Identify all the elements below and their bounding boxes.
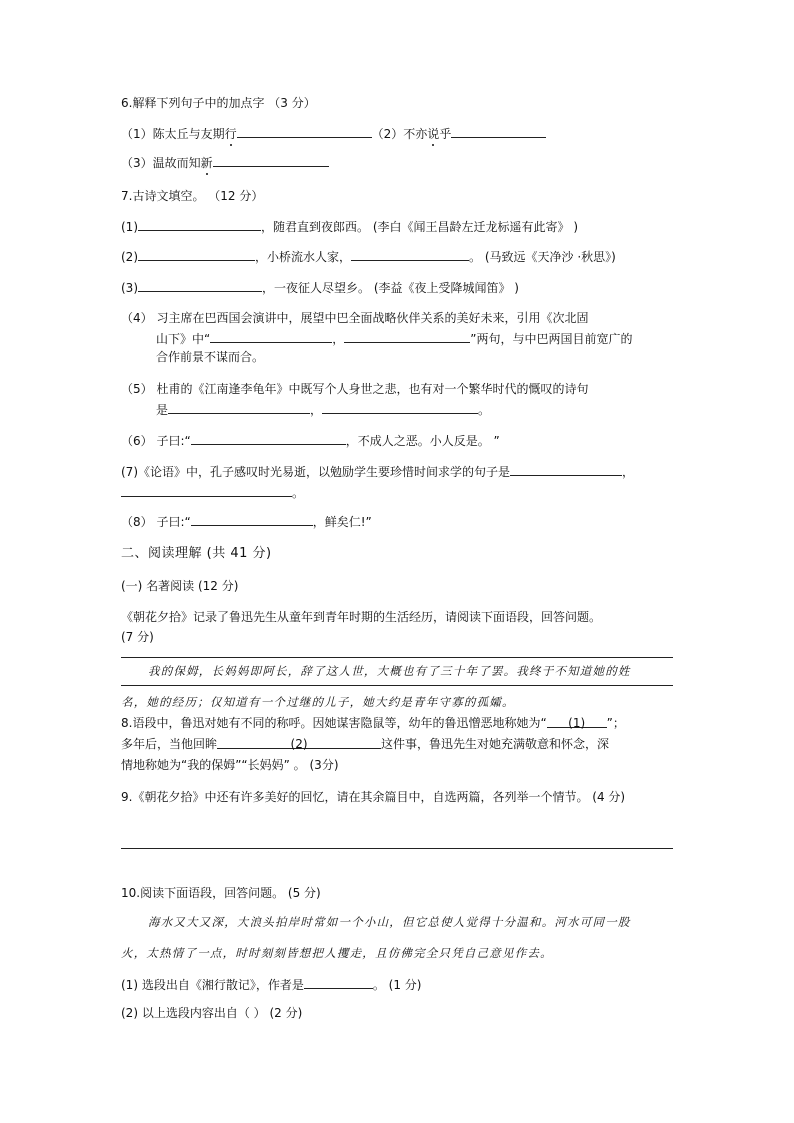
q6-item-1 xyxy=(121,125,546,142)
item-text: 多年后，当他回眸 xyxy=(121,737,218,751)
q10-sub-1 xyxy=(121,976,421,993)
answer-blank[interactable] xyxy=(191,432,346,445)
q6-item-3-text: （3）温故而知 xyxy=(121,156,201,170)
item-text: 。 (1 分) xyxy=(372,978,422,992)
q10-sub-2: (2) 以上选段内容出自（ ） (2 分) xyxy=(121,1006,303,1020)
item-text: （6） 子曰:“ xyxy=(121,434,191,448)
q7-item-4-line-2 xyxy=(156,330,632,347)
reading-intro-line-1: 《朝花夕拾》记录了鲁迅先生从童年到青年时期的生活经历，请阅读下面语段，回答问题。 xyxy=(121,610,602,624)
dotted-char: 说 xyxy=(427,127,440,141)
item-text: ，随君直到夜郎西。 (李白《闻王昌龄左迁龙标遥有此寄》 ) xyxy=(261,220,578,234)
item-text: 山下》中“ xyxy=(156,332,211,346)
answer-blank[interactable] xyxy=(451,125,546,138)
item-text: ， xyxy=(332,332,345,346)
passage-line-1: 我的保姆，长妈妈即阿长，辞了这人世，大概也有了三十年了罢。我终于不知道她的姓 xyxy=(148,664,631,678)
q7-item-5-line-2 xyxy=(156,401,490,418)
q6-item-1-text: （1）陈太丘与友期 xyxy=(121,127,225,141)
q7-item-6 xyxy=(121,432,500,449)
section-2-title: 二、阅读理解 (共 41 分) xyxy=(121,546,272,561)
answer-blank-1[interactable]: (1) xyxy=(547,715,607,728)
q10-title: 10.阅读下面语段，回答问题。 (5 分) xyxy=(121,886,321,900)
q6-title: 6.解释下列句子中的加点字 （3 分） xyxy=(121,96,316,110)
q7-item-5-line-1: （5） 杜甫的《江南逢李龟年》中既写个人身世之悲，也有对一个繁华时代的慨叹的诗句 xyxy=(121,382,589,396)
answer-blank[interactable] xyxy=(138,279,262,292)
item-text: （8） 子曰:“ xyxy=(121,515,191,529)
answer-blank[interactable] xyxy=(213,154,329,167)
q7-title: 7.古诗文填空。 （12 分） xyxy=(121,189,264,203)
q7-item-1 xyxy=(121,218,578,235)
item-text: 。 xyxy=(478,403,491,417)
item-text: ，一夜征人尽望乡。 (李益《夜上受降城闻笛》 ) xyxy=(262,281,519,295)
q6-item-2-tail: 乎 xyxy=(439,127,452,141)
answer-blank[interactable] xyxy=(237,125,372,138)
answer-line[interactable] xyxy=(121,848,673,849)
passage-top-rule xyxy=(121,657,673,658)
q6-item-3 xyxy=(121,154,329,171)
item-text: (1) 选段出自《湘行散记》，作者是 xyxy=(121,978,304,992)
q10-passage-line-1: 海水又大又深，大浪头拍岸时常如一个小山，但它总使人觉得十分温和。河水可同一股 xyxy=(148,915,631,929)
q7-item-7-line-2 xyxy=(121,484,304,501)
q7-item-4-line-3: 合作前景不谋而合。 xyxy=(156,350,265,364)
subsection-1-title: (一) 名著阅读 (12 分) xyxy=(121,579,239,593)
item-text: 。 xyxy=(292,486,305,500)
item-text: 。 (马致远《天净沙 ·秋思》) xyxy=(469,250,616,264)
item-text: 8.语段中，鲁迅对她有不同的称呼。因她谋害隐鼠等，幼年的鲁迅憎恶地称她为“ xyxy=(121,716,547,730)
item-text: ，小桥流水人家， xyxy=(255,250,352,264)
item-text: ， xyxy=(622,465,635,479)
answer-blank[interactable] xyxy=(138,248,255,261)
q8-line-3: 情地称她为“我的保姆”“长妈妈” 。 (3分) xyxy=(121,758,339,772)
q6-item-2-text: （2）不亦 xyxy=(371,127,428,141)
item-text: 是 xyxy=(156,403,169,417)
answer-blank[interactable] xyxy=(210,330,332,343)
item-text: ”； xyxy=(606,716,625,730)
dotted-char: 新 xyxy=(200,156,213,170)
answer-blank[interactable] xyxy=(138,218,261,231)
q9-text: 9.《朝花夕拾》中还有许多美好的回忆，请在其余篇目中，自选两篇，各列举一个情节。 (4 分) xyxy=(121,790,626,804)
item-text: ”两句，与中巴两国目前宽广的 xyxy=(470,332,633,346)
q8-line-2 xyxy=(121,736,609,752)
q10-passage-line-2: 火，太热情了一点，时时刻刻皆想把人攫走，且仿佛完全只凭自己意见作去。 xyxy=(121,946,553,960)
answer-blank[interactable] xyxy=(322,401,478,414)
item-text: 这件事，鲁迅先生对她充满敬意和怀念，深 xyxy=(381,737,610,751)
item-text: ，鲜矣仁!” xyxy=(312,515,372,529)
item-number: (1) xyxy=(121,220,138,234)
item-text: ，不成人之恶。小人反是。 ” xyxy=(345,434,500,448)
item-number: (2) xyxy=(121,250,138,264)
answer-blank[interactable] xyxy=(351,248,469,261)
item-number: (3) xyxy=(121,281,138,295)
q7-item-2 xyxy=(121,248,616,265)
passage-mid-rule xyxy=(121,685,673,686)
q7-item-7-line-1 xyxy=(121,463,634,480)
item-text: ， xyxy=(310,403,323,417)
answer-blank-2[interactable]: (2) xyxy=(217,736,381,749)
answer-blank[interactable] xyxy=(344,330,470,343)
q7-item-3 xyxy=(121,279,519,296)
dotted-char: 行 xyxy=(224,127,237,141)
answer-blank[interactable] xyxy=(168,401,310,414)
answer-blank[interactable] xyxy=(510,463,622,476)
passage-line-2: 名，她的经历；仅知道有一个过继的儿子，她大约是青年守寡的孤孀。 xyxy=(121,695,515,709)
reading-intro-line-2: (7 分) xyxy=(121,630,154,644)
q7-item-4-line-1: （4） 习主席在巴西国会演讲中，展望中巴全面战略伙伴关系的美好未来，引用《次北固 xyxy=(121,311,589,325)
answer-blank[interactable] xyxy=(304,976,373,989)
answer-blank[interactable] xyxy=(191,513,313,526)
item-text: (7)《论语》中，孔子感叹时光易逝，以勉励学生要珍惜时间求学的句子是 xyxy=(121,465,511,479)
q8-line-1 xyxy=(121,715,625,731)
answer-blank[interactable] xyxy=(121,484,292,497)
q7-item-8 xyxy=(121,513,372,530)
